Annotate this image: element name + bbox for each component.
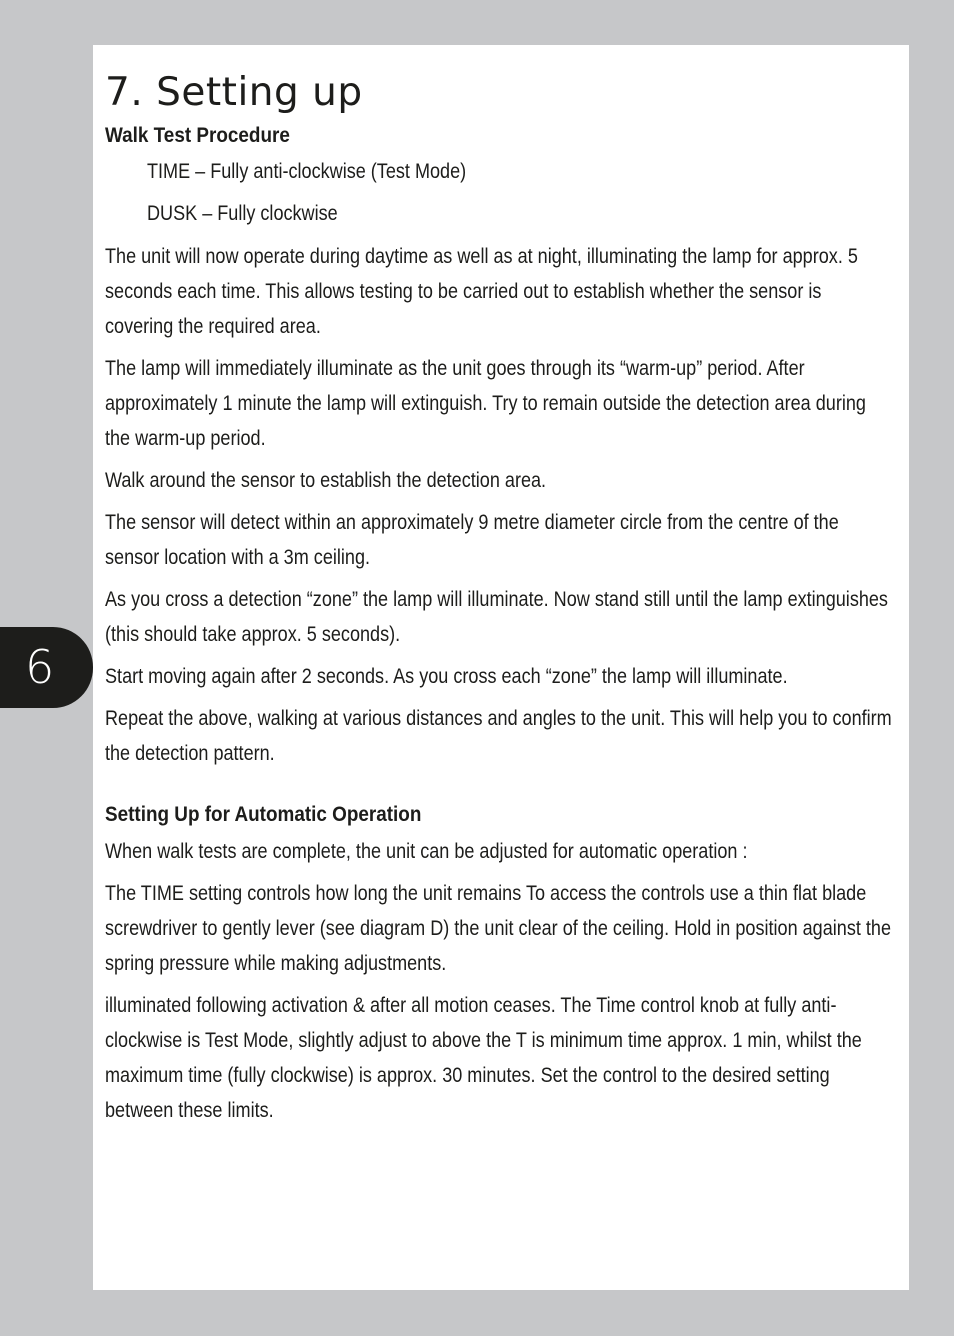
walk-test-paragraph: The lamp will immediately illuminate as the unit goes through its “warm-up” period. After approximately 1 minute the lamp will extinguish. Try to remain outside the detection area during the warm-up period. (105, 357, 866, 450)
walk-test-paragraph: The unit will now operate during daytime as well as at night, illuminating the lamp for approx. 5 seconds each time. This allows testing to be carried out to establish whether the sensor is covering the required area. (105, 245, 858, 338)
section-spacer (105, 778, 897, 802)
automatic-paragraph: The TIME setting controls how long the unit remains To access the controls use a thin flat blade screwdriver to gently lever (see diagram D) the unit clear of the ceiling. Hold in position against the spring pressure while making adjustments. (105, 882, 891, 975)
page-number: 6 (25, 640, 55, 694)
time-setting-line: TIME – Fully anti-clockwise (Test Mode) (147, 160, 467, 183)
dusk-setting-line: DUSK – Fully clockwise (147, 202, 338, 225)
walk-test-paragraph: Start moving again after 2 seconds. As you cross each “zone” the lamp will illuminate. (105, 665, 788, 688)
walk-test-paragraph: The sensor will detect within an approximately 9 metre diameter circle from the centre of the sensor location with a 3m ceiling. (105, 511, 839, 569)
automatic-paragraph: illuminated following activation & after all motion ceases. The Time control knob at fully anti-clockwise is Test Mode, slightly adjust to above the T is minimum time approx. 1 min, whilst the maximum time (fully clockwise) is approx. 30 minutes. Set the control to the desired setting between these limits. (105, 994, 862, 1122)
page-title: 7. Setting up (105, 70, 363, 115)
walk-test-heading: Walk Test Procedure (105, 124, 290, 147)
automatic-operation-heading: Setting Up for Automatic Operation (105, 803, 422, 826)
walk-test-paragraph: Repeat the above, walking at various distances and angles to the unit. This will help you to confirm the detection pattern. (105, 707, 892, 765)
page-number-tab (0, 627, 93, 708)
walk-test-paragraph: Walk around the sensor to establish the detection area. (105, 469, 547, 492)
page-content (105, 69, 897, 1135)
walk-test-paragraph: As you cross a detection “zone” the lamp will illuminate. Now stand still until the lamp extinguishes (this should take approx. 5 seconds). (105, 588, 888, 646)
manual-page (93, 45, 909, 1290)
automatic-paragraph: When walk tests are complete, the unit can be adjusted for automatic operation : (105, 840, 748, 863)
